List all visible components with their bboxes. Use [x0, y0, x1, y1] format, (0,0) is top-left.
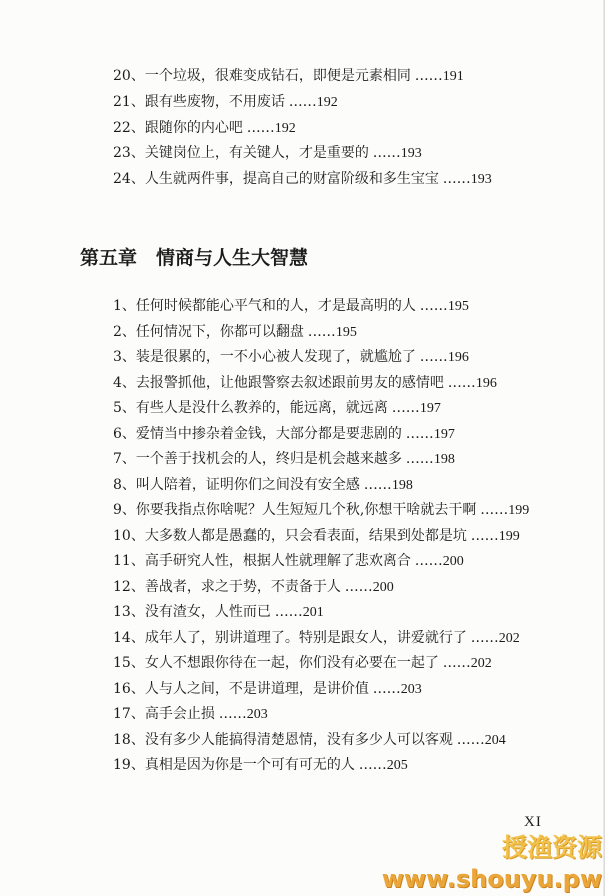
toc-page-number: 201 [302, 605, 324, 620]
toc-page-number: 205 [386, 758, 408, 773]
chapter-number: 第五章 [80, 247, 138, 269]
toc-entry [113, 728, 529, 754]
toc-leader: ...... [372, 680, 401, 697]
toc-page-number: 195 [335, 324, 357, 340]
toc-entry-label: 3、装是很累的，一不小心被人发现了，就尴尬了 [113, 349, 416, 365]
toc-page-number: 195 [447, 299, 469, 314]
toc-entry-label: 14、成年人了，别讲道理了。特别是跟女人，讲爱就行了 [113, 629, 467, 646]
toc-leader: ...... [470, 629, 499, 646]
toc-page-number: 196 [447, 350, 469, 365]
toc-entry-label: 18、没有多少人能搞得清楚恩情，没有多少人可以客观 [113, 731, 453, 748]
toc-page-number: 204 [484, 732, 506, 748]
toc-page-number: 192 [316, 94, 338, 110]
toc-entry-label: 7、一个善于找机会的人，终归是机会越来越多 [113, 451, 402, 467]
toc-entry-label: 2、任何情况下，你都可以翻盘 [113, 323, 304, 340]
toc-page-number: 196 [475, 375, 497, 391]
toc-page-number: 202 [498, 630, 520, 646]
toc-entry-label: 11、高手研究人性，根据人性就理解了悲欢离合 [113, 553, 411, 569]
toc-entry-label: 6、爱情当中掺杂着金钱，大部分都是要悲剧的 [113, 425, 402, 442]
chapter-heading [80, 246, 308, 270]
toc-entry-label: 5、有些人是没什么教养的，能远离，就远离 [113, 400, 388, 416]
toc-entry [113, 396, 529, 422]
toc-leader: ...... [307, 323, 336, 340]
toc-page-number: 197 [419, 401, 441, 416]
toc-entry [113, 498, 529, 524]
toc-page-number: 199 [508, 503, 530, 518]
toc-leader: ...... [442, 655, 471, 671]
toc-entry [113, 677, 529, 703]
toc-leader: ...... [456, 731, 485, 748]
toc-leader: ...... [442, 171, 471, 187]
toc-entry-label: 17、高手会止损 [113, 706, 215, 722]
toc-entry-label: 13、没有渣女，人性而已 [113, 604, 271, 620]
toc-page-number: 202 [470, 656, 492, 671]
page-number: XI [524, 814, 542, 830]
toc-page-number: 191 [442, 69, 464, 84]
toc-entry [113, 294, 529, 320]
toc-leader: ...... [274, 604, 303, 620]
toc-leader: ...... [288, 93, 317, 110]
toc-entry [113, 473, 529, 499]
toc-entry [113, 575, 529, 601]
toc-leader: ...... [358, 757, 387, 773]
toc-entry [113, 90, 492, 116]
toc-entry [113, 753, 529, 779]
toc-leader: ...... [414, 553, 443, 569]
toc-entry-label: 10、大多数人都是愚蠢的，只会看表面，结果到处都是坑 [113, 527, 467, 544]
toc-page-number: 192 [274, 120, 296, 136]
toc-entry [113, 116, 492, 142]
toc-entry [113, 447, 529, 473]
toc-leader: ...... [480, 502, 509, 518]
toc-page-number: 193 [400, 146, 422, 162]
toc-entry-label: 4、去报警抓他，让他跟警察去叙述跟前男友的感情吧 [113, 374, 444, 391]
toc-previous-section [113, 64, 492, 193]
toc-leader: ...... [419, 349, 448, 365]
toc-entry [113, 702, 529, 728]
toc-leader: ...... [405, 425, 434, 442]
toc-page-number: 198 [433, 452, 455, 467]
toc-entry [113, 600, 529, 626]
toc-page-number: 197 [433, 426, 455, 442]
toc-page-number: 203 [400, 681, 422, 697]
toc-leader: ...... [246, 119, 275, 136]
toc-entry-label: 16、人与人之间，不是讲道理，是讲价值 [113, 680, 369, 697]
toc-entry-label: 1、任何时候都能心平气和的人，才是最高明的人 [113, 298, 416, 314]
toc-leader: ...... [405, 451, 434, 467]
toc-entry [113, 320, 529, 346]
toc-entry [113, 549, 529, 575]
toc-entry [113, 371, 529, 397]
toc-entry [113, 422, 529, 448]
toc-entry-label: 12、善战者，求之于势，不责备于人 [113, 578, 341, 595]
toc-leader: ...... [363, 476, 392, 493]
toc-leader: ...... [344, 578, 373, 595]
toc-chapter-entries [113, 294, 529, 779]
toc-entry-label: 20、一个垃圾，很难变成钻石，即便是元素相同 [113, 68, 411, 84]
toc-page-number: 199 [498, 528, 520, 544]
toc-entry [113, 524, 529, 550]
toc-leader: ...... [372, 145, 401, 162]
toc-page-number: 198 [391, 477, 413, 493]
watermark-title: 授渔资源 [501, 833, 602, 862]
toc-entry-label: 21、跟有些废物，不用废话 [113, 93, 285, 110]
toc-entry [113, 345, 529, 371]
toc-leader: ...... [447, 374, 476, 391]
toc-entry [113, 141, 492, 167]
toc-page-number: 200 [442, 554, 464, 569]
toc-leader: ...... [470, 527, 499, 544]
toc-entry-label: 15、女人不想跟你待在一起，你们没有必要在一起了 [113, 655, 439, 671]
toc-leader: ...... [414, 68, 443, 84]
toc-entry-label: 24、人生就两件事，提高自己的财富阶级和多生宝宝 [113, 171, 439, 187]
toc-entry-label: 19、真相是因为你是一个可有可无的人 [113, 757, 355, 773]
toc-entry-label: 23、关键岗位上，有关键人，才是重要的 [113, 145, 369, 162]
toc-page-number: 200 [372, 579, 394, 595]
toc-entry-label: 22、跟随你的内心吧 [113, 119, 243, 136]
chapter-title: 情商与人生大智慧 [156, 247, 309, 269]
toc-leader: ...... [419, 298, 448, 314]
toc-entry-label: 9、你要我指点你啥呢？人生短短几个秋,你想干啥就去干啊 [113, 502, 477, 518]
toc-entry [113, 651, 529, 677]
toc-entry [113, 167, 492, 193]
watermark-url: www.shouyu.pw [381, 865, 602, 893]
toc-page-number: 203 [246, 707, 268, 722]
toc-entry [113, 64, 492, 90]
toc-page-number: 193 [470, 172, 492, 187]
toc-entry [113, 626, 529, 652]
toc-entry-label: 8、叫人陪着，证明你们之间没有安全感 [113, 476, 360, 493]
toc-leader: ...... [391, 400, 420, 416]
toc-leader: ...... [218, 706, 247, 722]
